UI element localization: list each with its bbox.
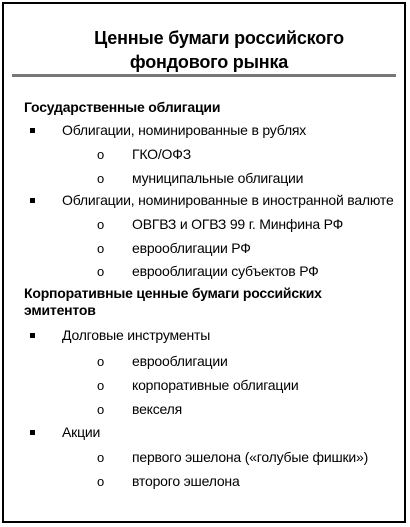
document-title-line-2: фондового рынка [129,52,289,72]
square-bullet-icon [30,430,35,435]
group-label-debt-instruments: Долговые инструменты [62,327,211,343]
list-item-ovgvz: ОВГВЗ и ОГВЗ 99 г. Минфина РФ [132,216,344,232]
square-bullet-icon [30,128,35,133]
list-item-eurobonds: еврооблигации [132,353,228,369]
group-label-foreign-currency-bonds: Облигации, номинированные в иностранной валюте [62,192,394,208]
title-divider [12,74,396,77]
list-item-blue-chips: первого эшелона («голубые фишки») [132,449,369,465]
circle-bullet-icon: o [97,217,105,232]
circle-bullet-icon: o [97,354,105,369]
square-bullet-icon [30,333,35,338]
circle-bullet-icon: o [97,474,105,489]
list-item-second-tier: второго эшелона [132,473,240,489]
circle-bullet-icon: o [97,450,105,465]
list-item-eurobonds-subjects: еврооблигации субъектов РФ [132,263,319,279]
section-heading-corporate-line-1: Корпоративные ценные бумаги российских [24,285,322,301]
group-label-ruble-bonds: Облигации, номинированные в рублях [62,122,307,138]
circle-bullet-icon: o [97,402,105,417]
list-item-eurobonds-rf: еврооблигации РФ [132,240,251,256]
circle-bullet-icon: o [97,171,105,186]
circle-bullet-icon: o [97,147,105,162]
section-heading-government-bonds: Государственные облигации [24,99,221,115]
circle-bullet-icon: o [97,264,105,279]
list-item-corporate-bonds: корпоративные облигации [132,377,299,393]
list-item-gko-ofz: ГКО/ОФЗ [132,146,191,162]
list-item-municipal-bonds: муниципальные облигации [132,170,304,186]
document-title-line-1: Ценные бумаги российского [94,28,344,48]
square-bullet-icon [30,198,35,203]
section-heading-corporate-line-2: эмитентов [24,302,96,318]
circle-bullet-icon: o [97,241,105,256]
group-label-shares: Акции [62,424,101,440]
list-item-bills: векселя [132,401,183,417]
document-frame [2,2,406,523]
circle-bullet-icon: o [97,378,105,393]
